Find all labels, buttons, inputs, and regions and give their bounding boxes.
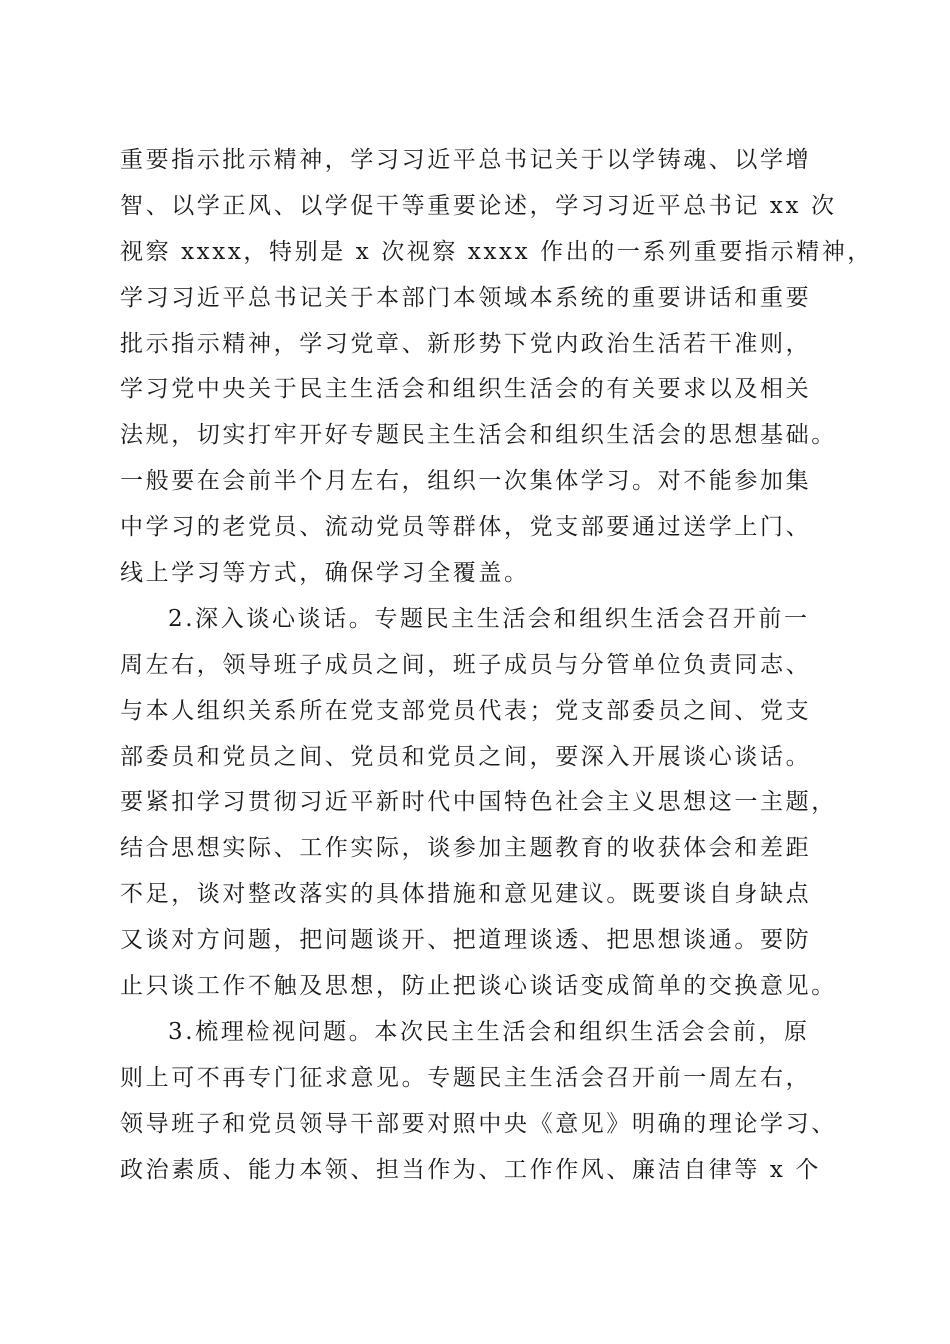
text-line: 视察 xxxx，特别是 x 次视察 xxxx 作出的一系列重要指示精神， (120, 238, 873, 265)
text-line: 一般要在会前半个月左右，组织一次集体学习。对不能参加集 (120, 468, 812, 495)
text-line: 周左右，领导班子成员之间，班子成员与分管单位负责同志、 (120, 651, 812, 678)
paragraph-heading-line: 2.深入谈心谈话。专题民主生活会和组织生活会召开前一 (168, 605, 810, 632)
text-line: 结合思想实际、工作实际，谈参加主题教育的收获体会和差距 (120, 835, 812, 862)
text-line: 学习党中央关于民主生活会和组织生活会的有关要求以及相关 (120, 376, 812, 403)
text-line: 批示指示精神，学习党章、新形势下党内政治生活若干准则， (120, 330, 812, 357)
body-text (120, 138, 873, 1193)
text-line: 止只谈工作不触及思想，防止把谈心谈话变成简单的交换意见。 (120, 973, 837, 1000)
text-line: 智、以学正风、以学促干等重要论述，学习习近平总书记 xx 次 (120, 192, 837, 219)
text-line: 则上可不再专门征求意见。专题民主生活会召开前一周左右， (120, 1064, 812, 1091)
text-line: 重要指示批示精神，学习习近平总书记关于以学铸魂、以学增 (120, 147, 812, 173)
text-line: 法规，切实打牢开好专题民主生活会和组织生活会的思想基础。 (120, 422, 837, 449)
text-line: 不足，谈对整改落实的具体措施和意见建议。既要谈自身缺点 (120, 881, 812, 908)
text-line: 学习习近平总书记关于本部门本领域本系统的重要讲话和重要 (120, 284, 812, 311)
text-line: 部委员和党员之间、党员和党员之间，要深入开展谈心谈话。 (120, 743, 812, 770)
text-line: 领导班子和党员领导干部要对照中央《意见》明确的理论学习、 (120, 1110, 837, 1137)
text-line: 线上学习等方式，确保学习全覆盖。 (120, 560, 530, 587)
paragraph-heading-line: 3.梳理检视问题。本次民主生活会和组织生活会会前，原 (168, 1018, 810, 1045)
text-line: 与本人组织关系所在党支部党员代表；党支部委员之间、党支 (120, 697, 812, 724)
text-line: 又谈对方问题，把问题谈开、把道理谈透、把思想谈通。要防 (120, 927, 812, 954)
text-line: 中学习的老党员、流动党员等群体，党支部要通过送学上门、 (120, 514, 812, 541)
text-line: 要紧扣学习贯彻习近平新时代中国特色社会主义思想这一主题， (120, 789, 837, 816)
text-line: 政治素质、能力本领、担当作为、工作作风、廉洁自律等 x 个 (120, 1156, 821, 1183)
